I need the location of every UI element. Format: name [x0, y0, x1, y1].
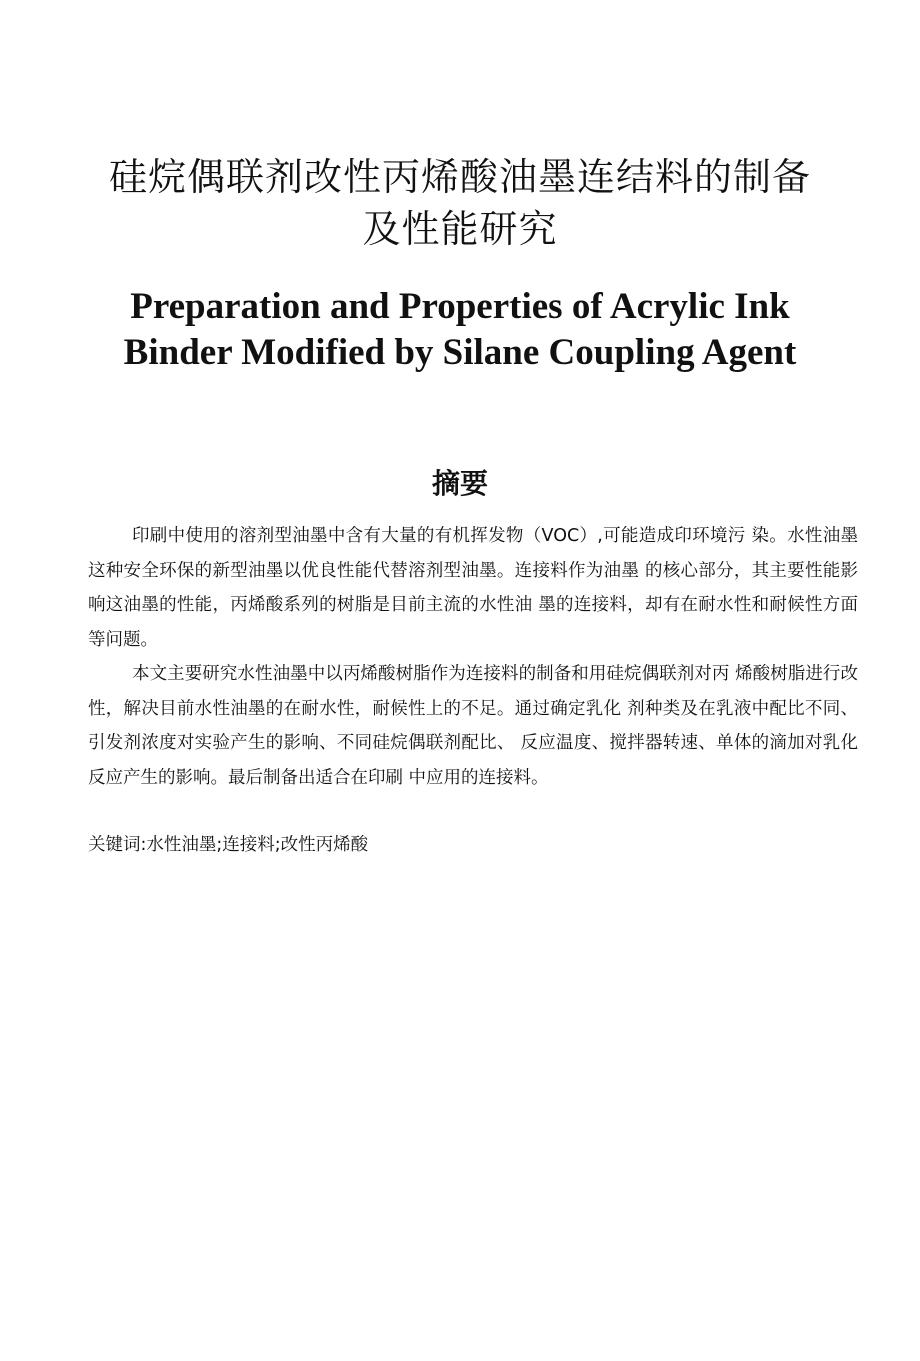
english-title-line-1: Preparation and Properties of Acrylic Ink [130, 286, 790, 327]
keywords-line: 关键词:水性油墨;连接料;改性丙烯酸 [88, 835, 369, 855]
chinese-title-line-2: 及性能研究 [362, 207, 558, 251]
english-title-line-2: Binder Modified by Silane Coupling Agent [123, 332, 797, 373]
abstract-paragraph-2: 本文主要研究水性油墨中以丙烯酸树脂作为连接料的制备和用硅烷偶联剂对丙 烯酸树脂进行改性，解决目前水性油墨的在耐水性，耐候性上的不足。通过确定乳化 剂种类及在乳液中配比不同、引发剂浓度对实验产生的影响、不同硅烷偶联剂配比、 反应温度、搅拌器转速、单体的滴加对乳化反应产生的影响。最后制备出适合在印刷 中应用的连接料。 [88, 664, 858, 788]
abstract-heading: 摘要 [431, 467, 488, 500]
abstract-paragraph-1: 印刷中使用的溶剂型油墨中含有大量的有机挥发物（VOC）,可能造成印环境污 染。水性油墨这种安全环保的新型油墨以优良性能代替溶剂型油墨。连接料作为油墨 的核心部分，其主要性能影响这油墨的性能，丙烯酸系列的树脂是目前主流的水性油 墨的连接料，却有在耐水性和耐候性方面等问题。 [88, 526, 858, 650]
chinese-title-line-1: 硅烷偶联剂改性丙烯酸油墨连结料的制备 [108, 155, 811, 199]
